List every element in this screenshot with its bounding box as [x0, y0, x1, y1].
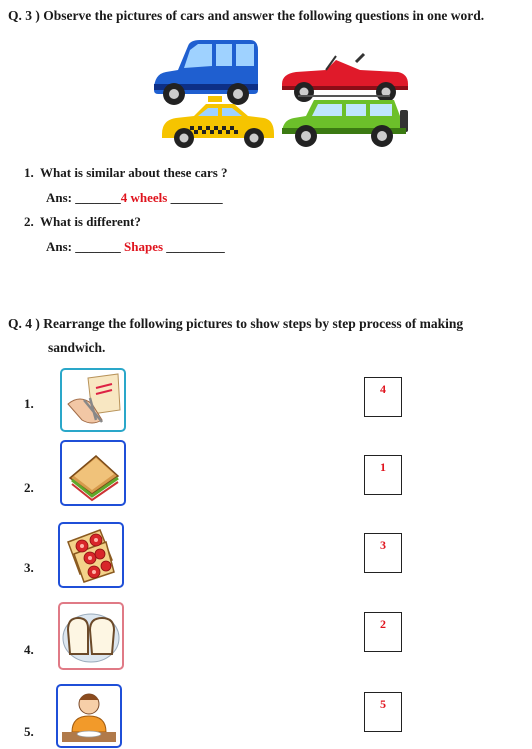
step-picture-5 [56, 684, 122, 748]
step-picture-3 [58, 522, 124, 588]
answer-text: Shapes [124, 239, 164, 254]
bread-slices-icon [60, 604, 122, 668]
cars-illustration [150, 30, 412, 152]
step-number: 4. [24, 642, 34, 657]
red-convertible-icon [282, 54, 408, 102]
q4-title-continued: sandwich. [48, 340, 106, 355]
step-picture-1 [60, 368, 126, 432]
answer-box-3[interactable]: 3 [364, 533, 402, 573]
answer-box-2[interactable]: 1 [364, 455, 402, 495]
answer-box-5[interactable]: 5 [364, 692, 402, 732]
green-suv-icon [282, 96, 408, 147]
step-picture-4 [58, 602, 124, 670]
step-number: 2. [24, 480, 34, 495]
q3-answer-1: Ans: _______4 wheels ________ [46, 190, 223, 205]
q3-answer-2: Ans: _______ Shapes _________ [46, 239, 225, 254]
cutting-bread-icon [62, 370, 124, 430]
eating-child-icon [58, 686, 120, 746]
step-number: 3. [24, 560, 34, 575]
step-number: 5. [24, 724, 34, 739]
blue-minivan-icon [154, 40, 258, 105]
q3-title: Q. 3 ) Observe the pictures of cars and answer the following questions in one word. [8, 8, 485, 23]
answer-text: 4 wheels [120, 190, 168, 205]
answer-box-4[interactable]: 2 [364, 612, 402, 652]
answer-box-1[interactable]: 4 [364, 377, 402, 417]
q4-title: Q. 4 ) Rearrange the following pictures to show steps by step process of making [8, 316, 464, 331]
q3-question-2: 2. What is different? [24, 214, 141, 229]
step-picture-2 [60, 440, 126, 506]
toppings-on-bread-icon [60, 524, 122, 586]
step-number: 1. [24, 396, 34, 411]
sandwich-icon [62, 442, 124, 504]
q3-question-1: 1. What is similar about these cars ? [24, 165, 228, 180]
